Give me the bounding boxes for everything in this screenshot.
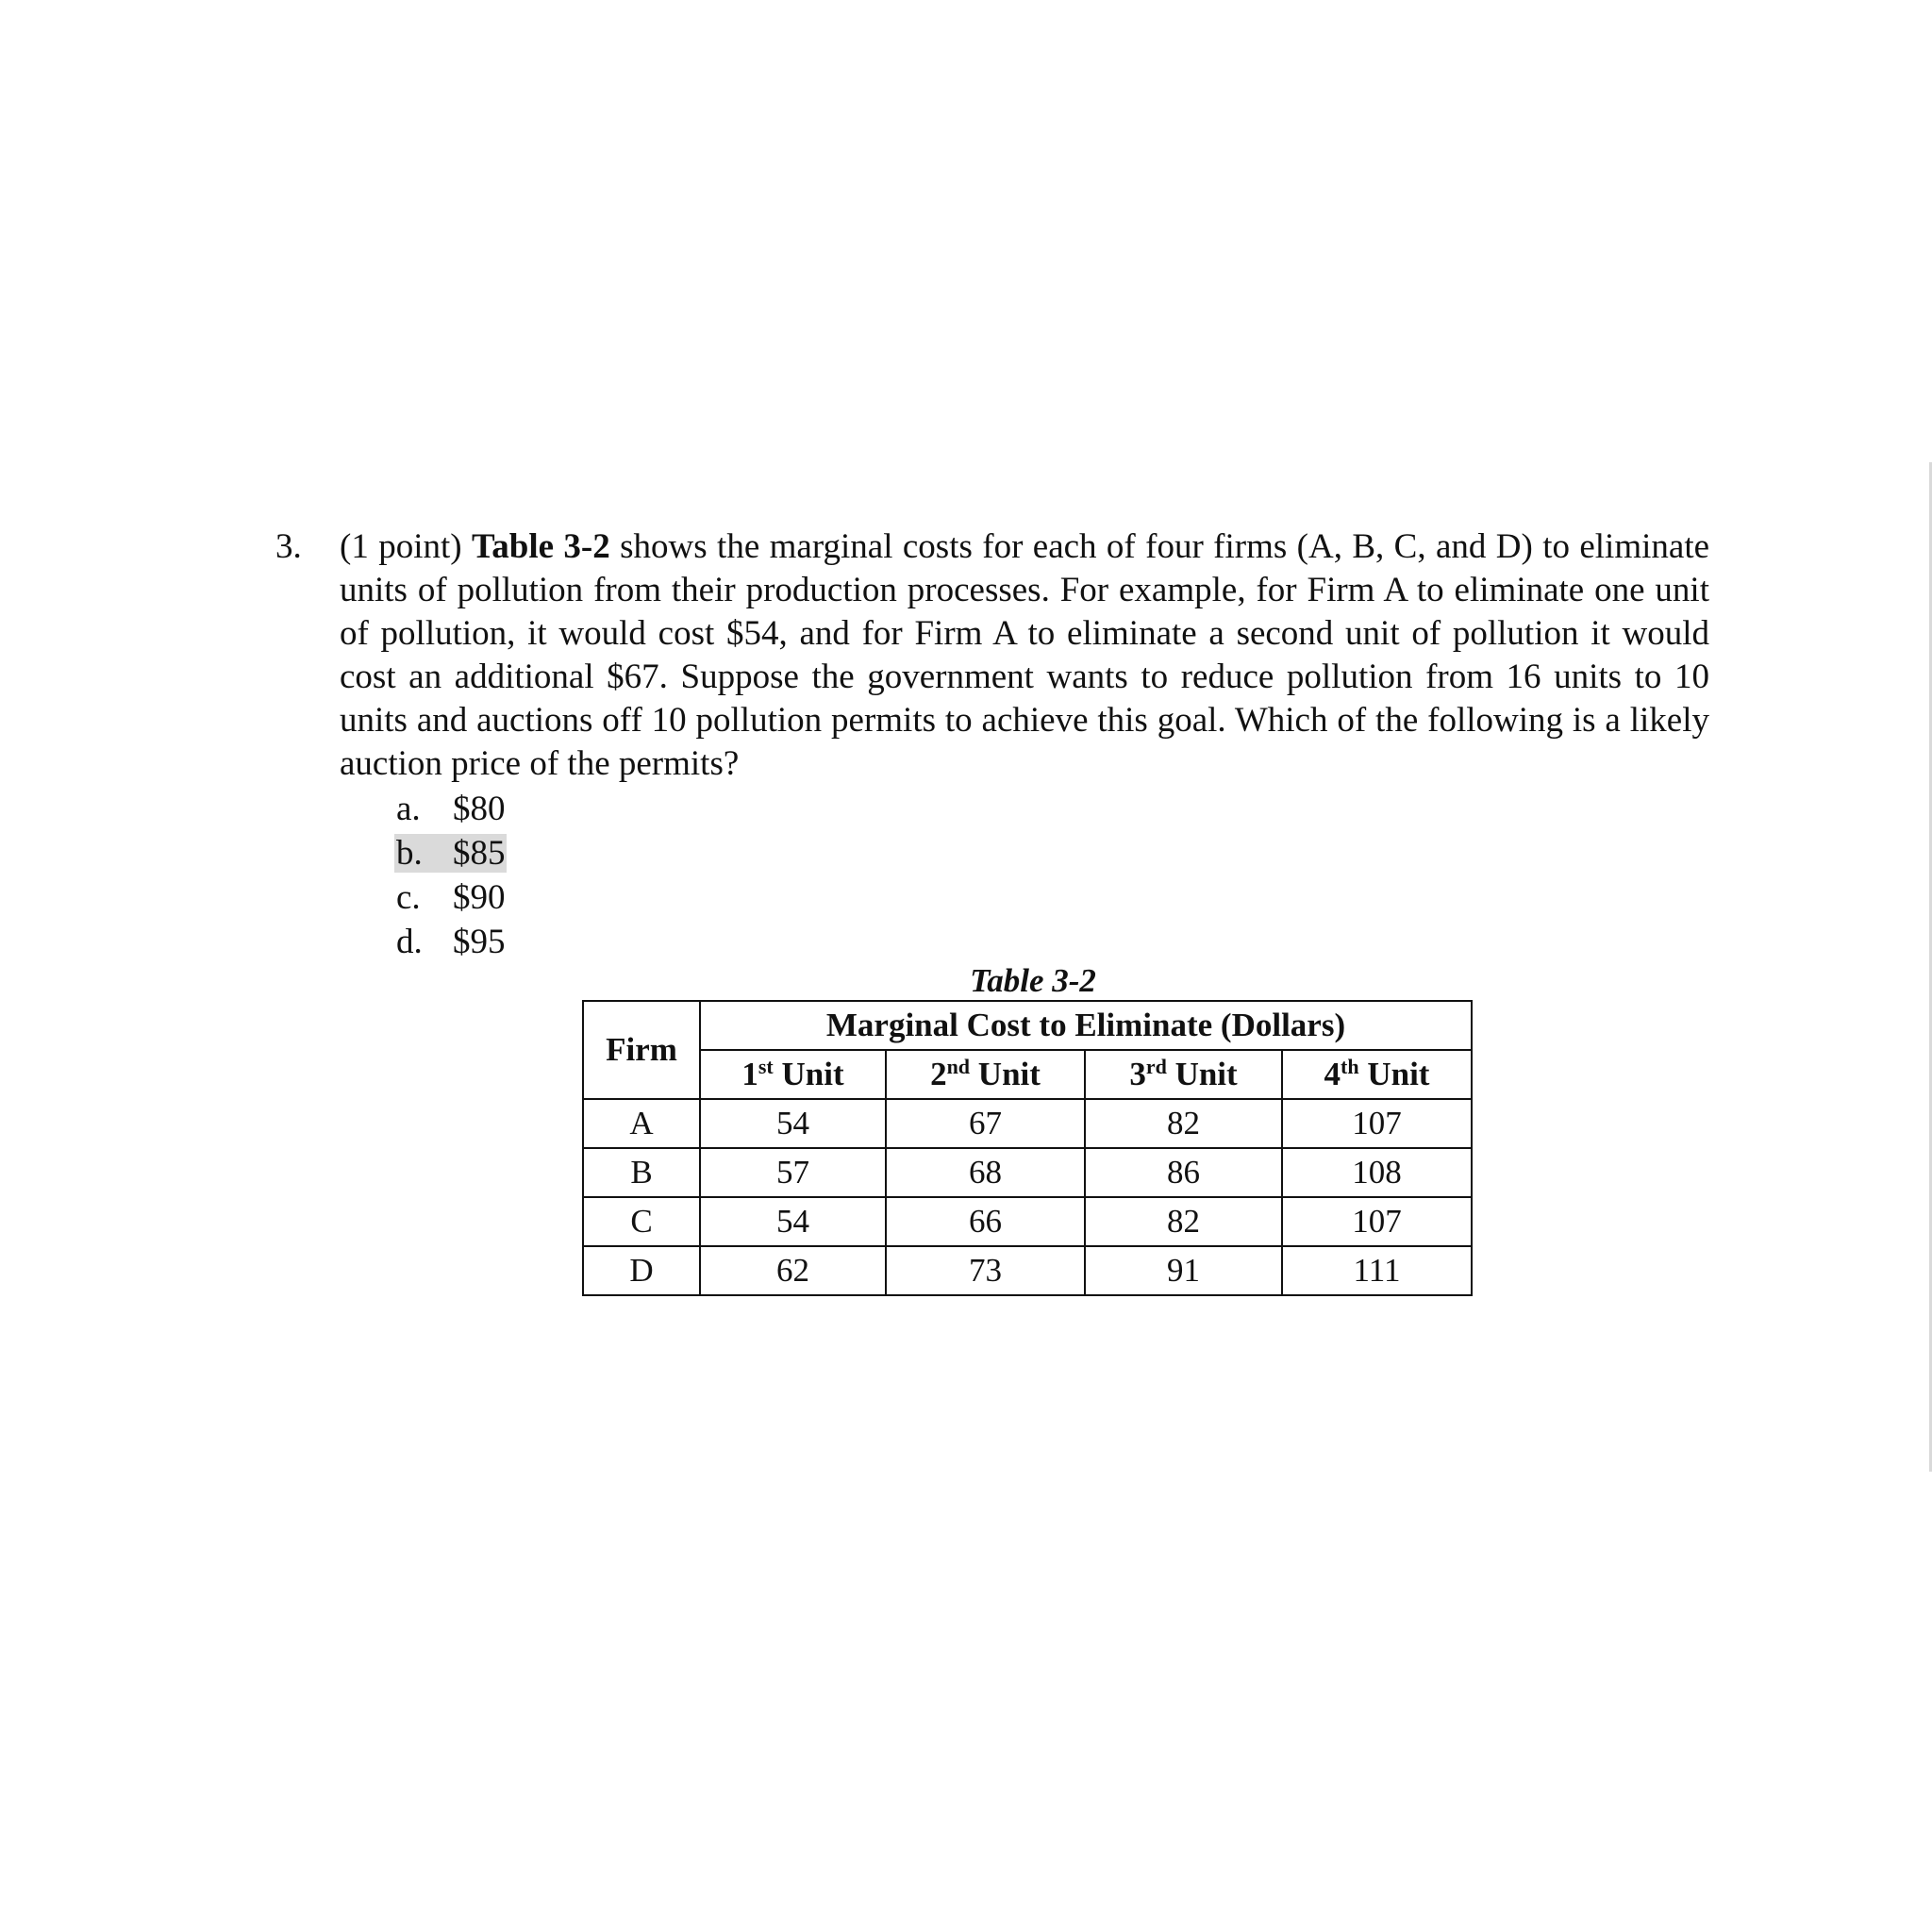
choice-a[interactable] — [396, 787, 507, 831]
firm-cell: B — [583, 1148, 700, 1197]
cost-cell: 67 — [886, 1099, 1085, 1148]
unit-number: 3 — [1129, 1056, 1146, 1092]
unit-header-2 — [886, 1050, 1085, 1099]
answer-choices — [396, 787, 507, 964]
choice-d[interactable] — [396, 920, 507, 964]
question-table-ref: Table 3-2 — [471, 527, 610, 566]
cost-cell: 68 — [886, 1148, 1085, 1197]
unit-number: 1 — [741, 1056, 758, 1092]
marginal-cost-table — [582, 1000, 1473, 1296]
question-body: shows the marginal costs for each of four firms (A, B, C, and D) to eliminate units of pollution from their production processes. For example, for Firm A to eliminate one unit of pollution, it would cost $54, and for Firm A to eliminate a second unit of pollution it would cost an additional $67. Suppose the government wants to reduce pollution from 16 units to 10 units and auctions off 10 pollution permits to achieve this goal. Which of the following is a likely auction price of the permits? — [340, 527, 1710, 783]
group-header: Marginal Cost to Eliminate (Dollars) — [700, 1001, 1472, 1050]
unit-number: 4 — [1324, 1056, 1341, 1092]
unit-number: 2 — [930, 1056, 947, 1092]
unit-label: Unit — [1166, 1056, 1238, 1092]
choice-b[interactable] — [396, 831, 507, 875]
question-points: (1 point) — [340, 527, 462, 566]
cost-cell: 54 — [700, 1099, 886, 1148]
cost-cell: 73 — [886, 1246, 1085, 1295]
cost-cell: 82 — [1085, 1197, 1282, 1246]
table-row — [583, 1148, 1472, 1197]
unit-label: Unit — [773, 1056, 844, 1092]
choice-value: $85 — [453, 834, 506, 873]
unit-suffix: th — [1341, 1055, 1359, 1078]
choice-value: $80 — [453, 790, 506, 828]
cost-cell: 82 — [1085, 1099, 1282, 1148]
cost-cell: 66 — [886, 1197, 1085, 1246]
cost-cell: 107 — [1282, 1197, 1472, 1246]
unit-header-row — [583, 1050, 1472, 1099]
firm-cell: A — [583, 1099, 700, 1148]
unit-label: Unit — [970, 1056, 1041, 1092]
cost-cell: 62 — [700, 1246, 886, 1295]
choice-value: $95 — [453, 923, 506, 961]
question-number: 3. — [275, 527, 302, 566]
cost-cell: 57 — [700, 1148, 886, 1197]
unit-header-1 — [700, 1050, 886, 1099]
unit-suffix: rd — [1145, 1055, 1167, 1078]
choice-letter: a. — [396, 790, 421, 828]
unit-header-4 — [1282, 1050, 1472, 1099]
firm-header: Firm — [583, 1001, 700, 1099]
table-header-row — [583, 1001, 1472, 1050]
question-text — [340, 525, 1709, 786]
unit-label: Unit — [1358, 1056, 1430, 1092]
cost-cell: 86 — [1085, 1148, 1282, 1197]
table-caption: Table 3-2 — [970, 962, 1096, 999]
table-row — [583, 1197, 1472, 1246]
choice-letter: d. — [396, 923, 423, 961]
cost-cell: 108 — [1282, 1148, 1472, 1197]
highlighted-choice — [394, 834, 507, 873]
table-row — [583, 1099, 1472, 1148]
unit-suffix: nd — [946, 1055, 971, 1078]
cost-cell: 54 — [700, 1197, 886, 1246]
table-row — [583, 1246, 1472, 1295]
unit-suffix: st — [758, 1055, 774, 1078]
firm-cell: C — [583, 1197, 700, 1246]
firm-cell: D — [583, 1246, 700, 1295]
choice-letter: c. — [396, 878, 421, 917]
cost-cell: 107 — [1282, 1099, 1472, 1148]
choice-c[interactable] — [396, 875, 507, 920]
cost-cell: 91 — [1085, 1246, 1282, 1295]
cost-cell: 111 — [1282, 1246, 1472, 1295]
unit-header-3 — [1085, 1050, 1282, 1099]
choice-letter: b. — [396, 834, 423, 873]
choice-value: $90 — [453, 878, 506, 917]
